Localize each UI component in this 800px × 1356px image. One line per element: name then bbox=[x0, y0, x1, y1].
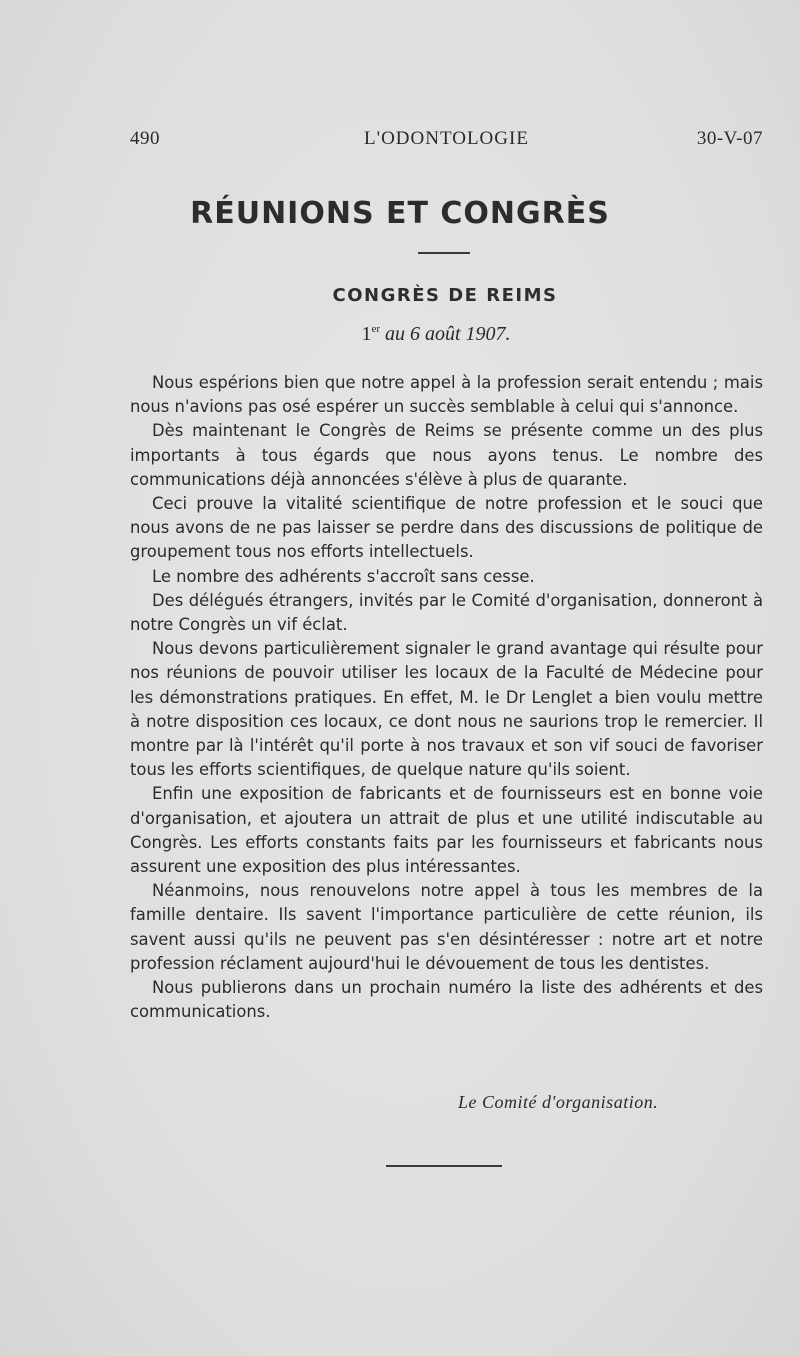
date-ordinal: 1 bbox=[361, 323, 372, 345]
signature: Le Comité d'organisation. bbox=[458, 1092, 659, 1112]
title-divider bbox=[418, 252, 470, 254]
running-head bbox=[130, 128, 763, 154]
paragraph: Nous publierons dans un prochain numéro la liste des adhérents et des communications. bbox=[130, 978, 763, 1022]
date-superscript: er bbox=[371, 323, 380, 335]
article-body bbox=[130, 371, 763, 1024]
issue-date: 30-V-07 bbox=[696, 128, 763, 149]
paragraph: Dès maintenant le Congrès de Reims se présente comme un des plus importants à tous égards que nous ayons tenus. Le nombre des communications déjà annoncées s'élève à plus de quarante. bbox=[130, 421, 763, 489]
date-rest: au 6 août 1907. bbox=[379, 323, 511, 345]
article-dateline bbox=[0, 323, 800, 346]
end-rule bbox=[386, 1165, 502, 1167]
journal-title: L'ODONTOLOGIE bbox=[364, 128, 529, 149]
paragraph: Nous espérions bien que notre appel à la profession serait entendu ; mais nous n'avions pas osé espérer un succès semblable à celui qui s'annonce. bbox=[130, 373, 763, 417]
paragraph: Ceci prouve la vitalité scientifique de notre profession et le souci que nous avons de ne pas laisser se perdre dans des discussions de politique de groupement tous nos efforts intellectuels. bbox=[130, 494, 763, 562]
section-title: RÉUNIONS ET CONGRÈS bbox=[190, 196, 610, 231]
paragraph: Néanmoins, nous renouvelons notre appel à tous les membres de la famille dentaire. Ils savent l'importance particulière de cette réunion, ils savent aussi qu'ils ne peuvent pas s'en désintéresser : notre art et notre profession réclament aujourd'hui le dévouement de tous les dentistes. bbox=[130, 881, 763, 973]
page-number: 490 bbox=[130, 128, 160, 149]
article-title: CONGRÈS DE REIMS bbox=[332, 285, 558, 306]
paragraph: Nous devons particulièrement signaler le grand avantage qui résulte pour nos réunions de pouvoir utiliser les locaux de la Faculté de Médecine pour les démonstrations pratiques. En effet, M. le Dr Lenglet a bien voulu mettre à notre disposition ces locaux, ce dont nous ne saurions trop le remercier. Il montre par là l'intérêt qu'il porte à nos travaux et son vif souci de favoriser tous les efforts scientifiques, de quelque nature qu'ils soient. bbox=[130, 639, 763, 780]
paragraph: Le nombre des adhérents s'accroît sans cesse. bbox=[152, 566, 535, 586]
paragraph: Enfin une exposition de fabricants et de fournisseurs est en bonne voie d'organisation, et ajoutera un attrait de plus et une utilité indiscutable au Congrès. Les efforts constants faits par les fournisseurs et fabricants nous assurent une exposition des plus intéressantes. bbox=[130, 784, 763, 877]
paragraph: Des délégués étrangers, invités par le Comité d'organisation, donneront à notre Congrès un vif éclat. bbox=[130, 590, 763, 635]
